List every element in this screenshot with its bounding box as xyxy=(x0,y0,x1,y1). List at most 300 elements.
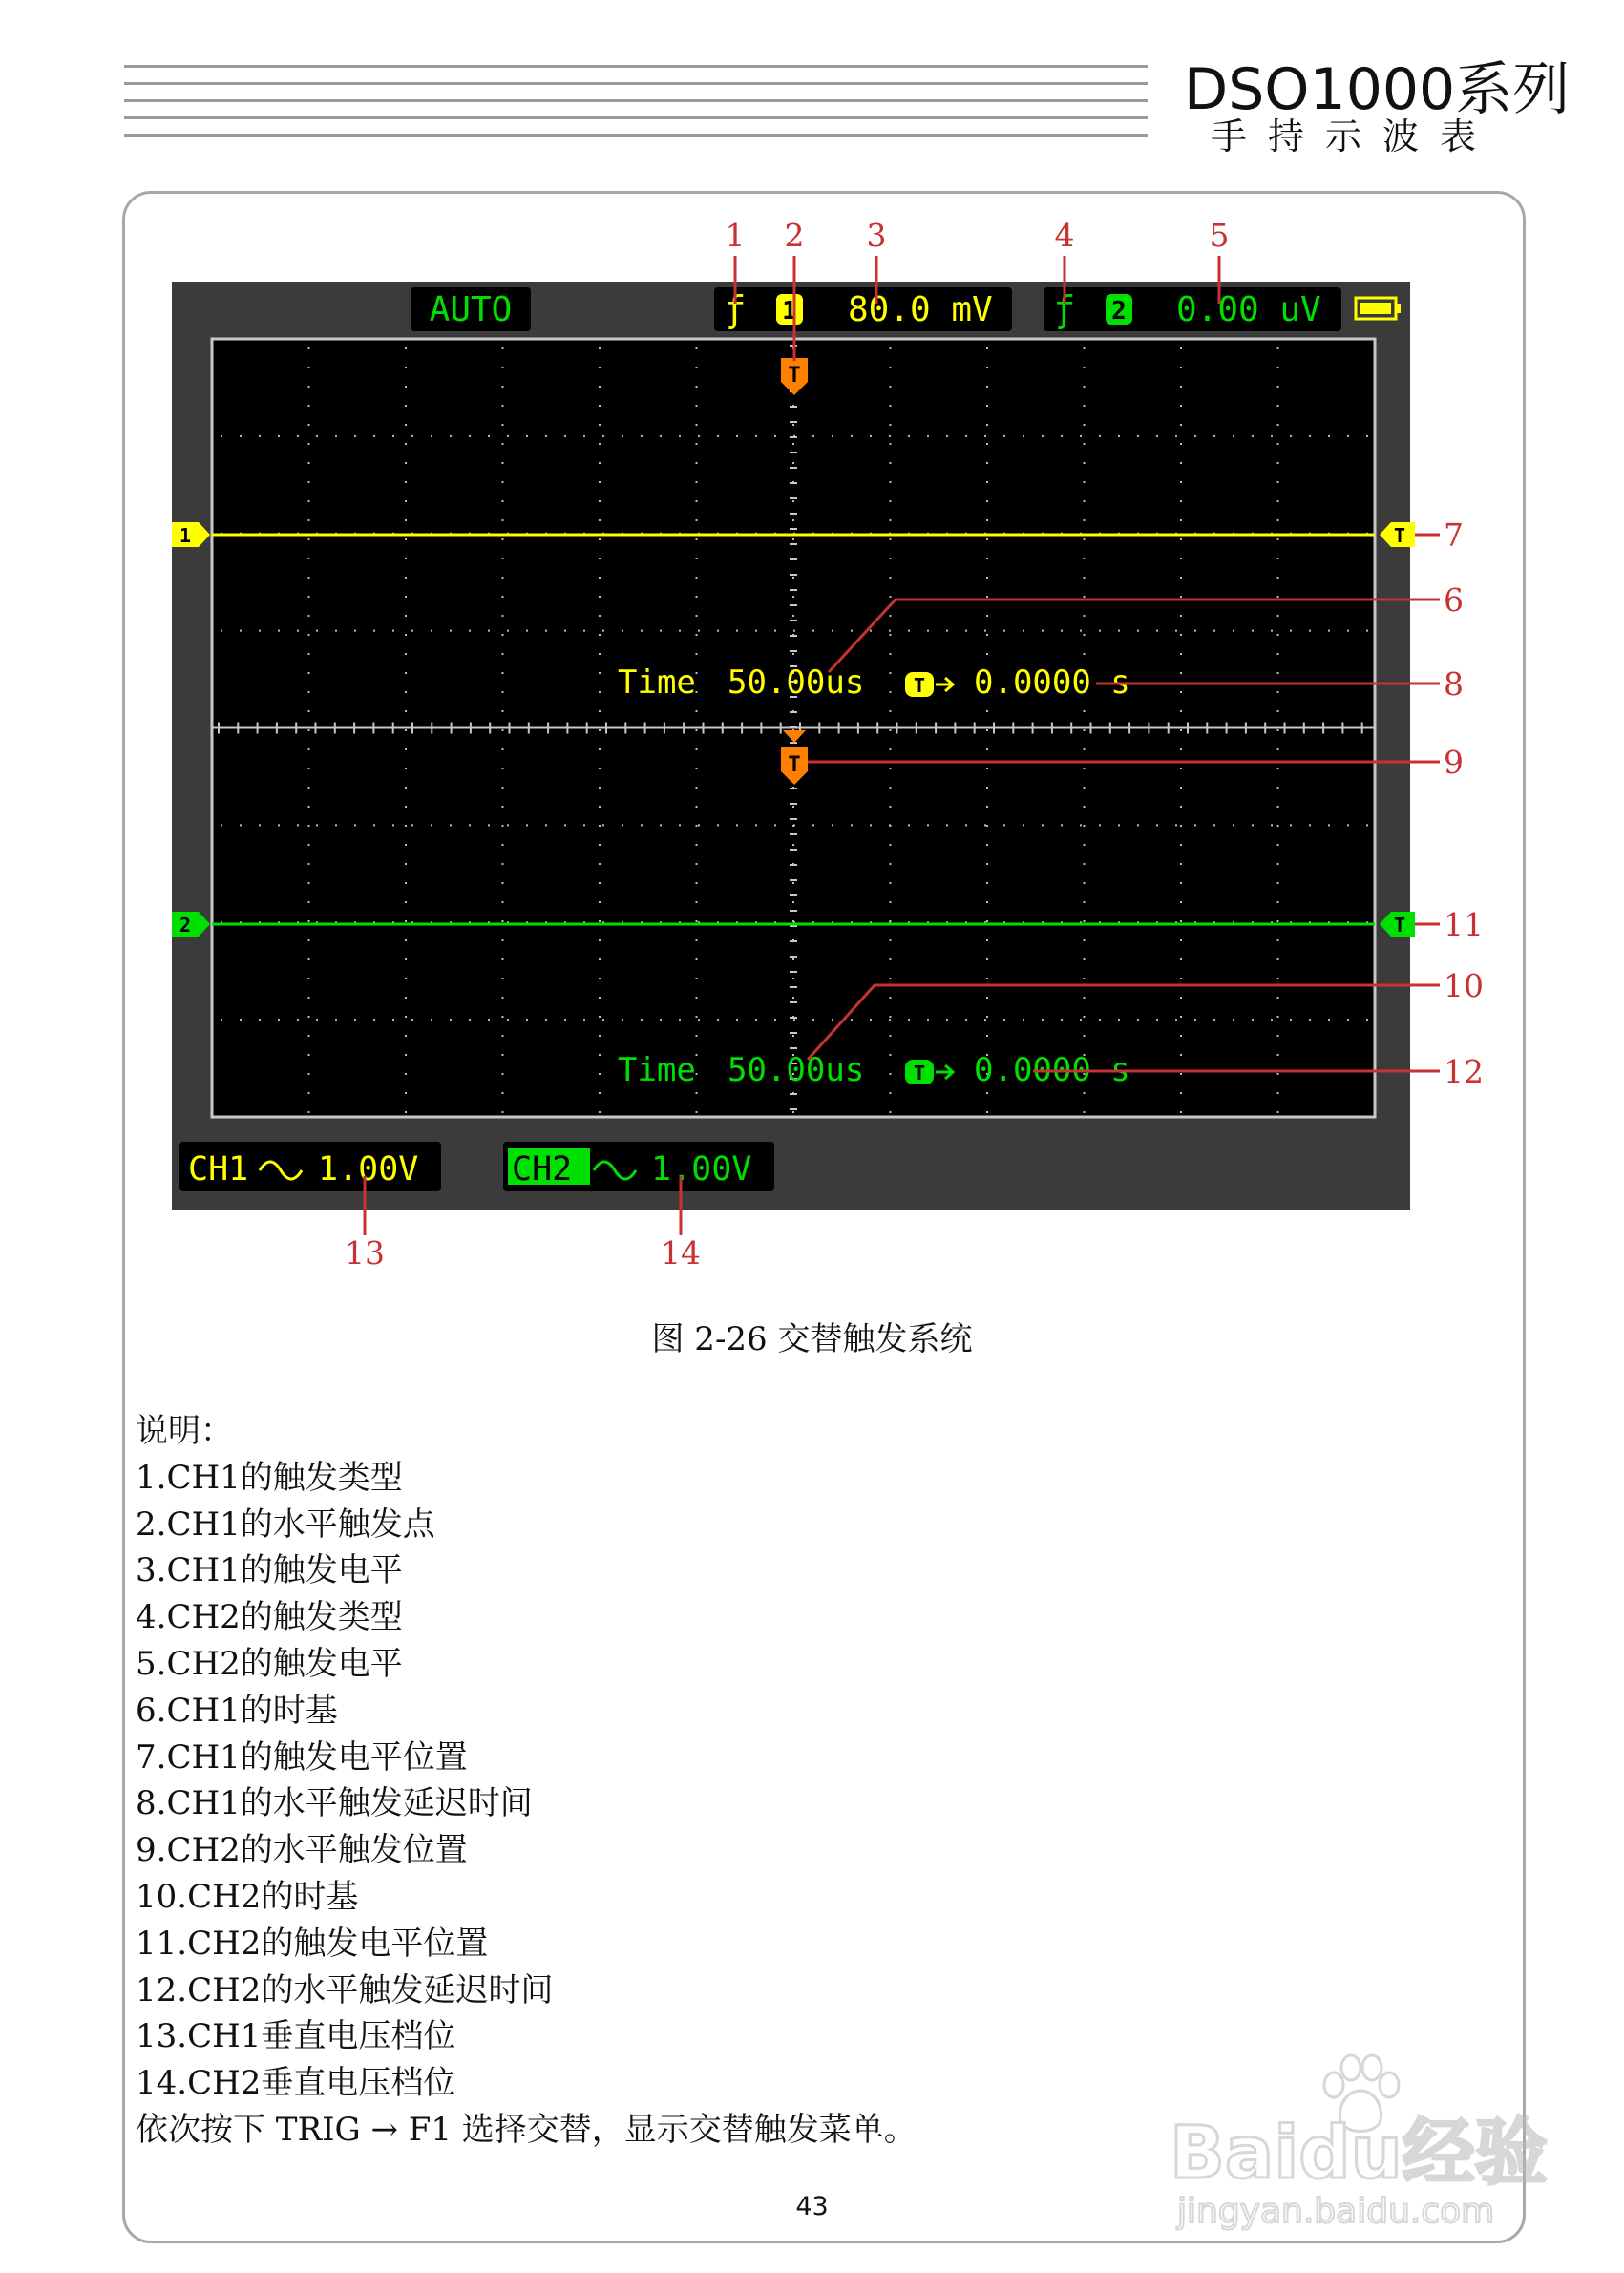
grid-dot xyxy=(599,691,601,693)
grid-dot xyxy=(1180,500,1182,502)
grid-dot xyxy=(890,768,892,769)
grid-dot xyxy=(316,630,318,632)
grid-dot xyxy=(602,1019,604,1021)
center-axis-tick xyxy=(790,558,797,560)
grid-dot xyxy=(599,367,601,368)
grid-dot xyxy=(1309,630,1311,632)
grid-dot xyxy=(1084,424,1086,426)
grid-dot xyxy=(278,435,280,437)
grid-dot xyxy=(405,825,407,827)
baidu-watermark xyxy=(1160,2052,1561,2243)
grid-dot xyxy=(1309,1019,1311,1021)
grid-dot xyxy=(259,630,261,632)
grid-dot xyxy=(599,748,601,750)
watermark-main: Baidu经验 xyxy=(1170,2110,1548,2195)
grid-dot xyxy=(240,824,242,826)
grid-dot xyxy=(1180,1092,1182,1094)
center-axis-tick xyxy=(790,1108,797,1110)
grid-dot xyxy=(1180,748,1182,750)
grid-dot xyxy=(240,435,242,437)
grid-dot xyxy=(1213,435,1215,437)
grid-dot xyxy=(583,435,585,437)
grid-dot xyxy=(1271,630,1273,632)
center-axis-tick xyxy=(790,940,797,942)
grid-dot xyxy=(986,806,988,808)
grid-dot xyxy=(890,729,892,731)
grid-dot xyxy=(1277,806,1279,808)
grid-dot xyxy=(1252,630,1254,632)
grid-dot xyxy=(696,481,698,483)
grid-dot xyxy=(1137,435,1139,437)
grid-dot xyxy=(392,630,394,632)
grid-dot xyxy=(890,577,892,579)
callout-number-4: 4 xyxy=(1054,217,1075,254)
grid-dot xyxy=(1277,500,1279,502)
grid-dot xyxy=(308,481,310,483)
grid-dot xyxy=(792,615,794,617)
grid-dot xyxy=(1042,435,1044,437)
grid-dot xyxy=(717,435,719,437)
grid-dot xyxy=(411,1019,413,1021)
ch1-volts: 1.00V xyxy=(318,1150,419,1189)
grid-dot xyxy=(622,1019,623,1021)
grid-dot xyxy=(240,630,242,632)
grid-dot xyxy=(1084,920,1086,922)
grid-dot xyxy=(1233,435,1234,437)
grid-dot xyxy=(308,405,310,407)
grid-dot xyxy=(405,443,407,445)
grid-dot xyxy=(679,630,681,632)
grid-dot xyxy=(297,630,299,632)
grid-dot xyxy=(297,824,299,826)
grid-dot xyxy=(1277,787,1279,789)
grid-dot xyxy=(1156,1019,1158,1021)
divider-tick xyxy=(528,723,530,734)
grid-dot xyxy=(890,787,892,789)
grid-dot xyxy=(1213,630,1215,632)
grid-dot xyxy=(373,435,375,437)
grid-dot xyxy=(946,630,948,632)
grid-dot xyxy=(308,1111,310,1113)
callout-number-9: 9 xyxy=(1444,744,1464,781)
grid-dot xyxy=(502,729,504,731)
ch1-delay: 0.0000 s xyxy=(974,663,1130,702)
grid-dot xyxy=(1084,748,1086,750)
grid-dot xyxy=(405,1016,407,1018)
grid-dot xyxy=(736,630,738,632)
grid-dot xyxy=(502,920,504,922)
grid-dot xyxy=(792,958,794,960)
grid-dot xyxy=(308,347,310,349)
grid-dot xyxy=(1023,1019,1024,1021)
grid-dot xyxy=(1084,997,1086,999)
center-axis-tick xyxy=(790,543,797,545)
grid-dot xyxy=(354,630,356,632)
grid-dot xyxy=(696,558,698,559)
grid-dot xyxy=(583,824,585,826)
svg-text:2: 2 xyxy=(179,914,192,937)
grid-dot xyxy=(984,630,986,632)
grid-dot xyxy=(890,882,892,884)
grid-dot xyxy=(450,630,452,632)
grid-dot xyxy=(1180,978,1182,979)
grid-dot xyxy=(1084,863,1086,865)
grid-dot xyxy=(1099,630,1101,632)
grid-dot xyxy=(774,630,776,632)
grid-dot xyxy=(986,882,988,884)
center-axis-tick xyxy=(790,1047,797,1049)
grid-dot xyxy=(1180,347,1182,349)
grid-dot xyxy=(221,824,222,826)
grid-dot xyxy=(1277,577,1279,579)
grid-dot xyxy=(1003,630,1005,632)
grid-dot xyxy=(308,901,310,903)
grid-dot xyxy=(308,691,310,693)
grid-dot xyxy=(405,424,407,426)
grid-dot xyxy=(599,538,601,540)
grid-dot xyxy=(308,519,310,521)
grid-dot xyxy=(736,824,738,826)
grid-dot xyxy=(1213,824,1215,826)
grid-dot xyxy=(890,978,892,979)
grid-dot xyxy=(411,630,413,632)
grid-dot xyxy=(965,630,967,632)
grid-dot xyxy=(1084,825,1086,827)
grid-dot xyxy=(890,1073,892,1075)
grid-dot xyxy=(1061,630,1063,632)
grid-dot xyxy=(890,1111,892,1113)
grid-dot xyxy=(308,748,310,750)
grid-dot xyxy=(1347,435,1349,437)
grid-dot xyxy=(599,787,601,789)
grid-dot xyxy=(1277,939,1279,941)
grid-dot xyxy=(308,825,310,827)
grid-dot xyxy=(851,1019,853,1021)
grid-dot xyxy=(1180,920,1182,922)
grid-dot xyxy=(1309,824,1311,826)
callout-number-7: 7 xyxy=(1444,516,1464,554)
center-axis-tick xyxy=(790,497,797,499)
watermark-url: jingyan.baidu.com xyxy=(1177,2192,1495,2231)
grid-dot xyxy=(755,630,757,632)
grid-dot xyxy=(259,824,261,826)
grid-dot xyxy=(502,634,504,636)
grid-dot xyxy=(502,1035,504,1037)
divider-tick xyxy=(257,723,259,734)
grid-dot xyxy=(890,424,892,426)
grid-dot xyxy=(1180,844,1182,846)
grid-dot xyxy=(890,939,892,941)
divider-tick xyxy=(566,723,568,734)
center-axis-tick xyxy=(790,1093,797,1095)
divider-tick xyxy=(974,723,976,734)
center-axis-tick xyxy=(790,528,797,530)
grid-dot xyxy=(392,824,394,826)
grid-dot xyxy=(890,806,892,808)
list-item: 12.CH2的水平触发延迟时间 xyxy=(136,1970,554,2010)
grid-dot xyxy=(405,691,407,693)
grid-dot xyxy=(502,768,504,769)
grid-dot xyxy=(696,519,698,521)
grid-dot xyxy=(240,1019,242,1021)
grid-dot xyxy=(1084,462,1086,464)
grid-dot xyxy=(599,386,601,388)
grid-dot xyxy=(1328,1019,1330,1021)
divider-tick xyxy=(547,723,549,734)
grid-dot xyxy=(1180,405,1182,407)
divider-tick xyxy=(489,723,491,734)
grid-dot xyxy=(599,1092,601,1094)
grid-dot xyxy=(259,1019,261,1021)
grid-dot xyxy=(1180,710,1182,712)
grid-dot xyxy=(502,844,504,846)
grid-dot xyxy=(812,824,814,826)
grid-dot xyxy=(373,824,375,826)
grid-dot xyxy=(308,462,310,464)
grid-dot xyxy=(599,710,601,712)
grid-dot xyxy=(1180,1035,1182,1037)
callout-number-6: 6 xyxy=(1444,581,1464,619)
grid-dot xyxy=(1252,435,1254,437)
grid-dot xyxy=(1061,435,1063,437)
divider-tick xyxy=(1322,723,1324,734)
grid-dot xyxy=(696,729,698,731)
ch2-trigger-badge: 2 xyxy=(1111,297,1127,326)
grid-dot xyxy=(405,882,407,884)
grid-dot xyxy=(308,939,310,941)
grid-dot xyxy=(696,577,698,579)
grid-dot xyxy=(308,634,310,636)
grid-dot xyxy=(1277,519,1279,521)
grid-dot xyxy=(308,863,310,865)
grid-dot xyxy=(405,1054,407,1056)
grid-dot xyxy=(469,630,471,632)
grid-dot xyxy=(870,435,872,437)
grid-dot xyxy=(1180,1016,1182,1018)
grid-dot xyxy=(502,1111,504,1113)
list-item: 4.CH2的触发类型 xyxy=(136,1598,403,1637)
divider-tick xyxy=(896,723,898,734)
grid-dot xyxy=(986,978,988,979)
divider-tick xyxy=(509,723,511,734)
grid-dot xyxy=(792,1111,794,1113)
grid-dot xyxy=(405,1073,407,1075)
grid-dot xyxy=(1277,615,1279,617)
grid-dot xyxy=(502,405,504,407)
grid-dot xyxy=(502,691,504,693)
grid-dot xyxy=(1277,901,1279,903)
grid-dot xyxy=(526,824,528,826)
grid-dot xyxy=(986,939,988,941)
grid-dot xyxy=(986,481,988,483)
divider-tick xyxy=(1090,723,1092,734)
grid-dot xyxy=(696,844,698,846)
grid-dot xyxy=(1180,1073,1182,1075)
grid-dot xyxy=(1180,729,1182,731)
list-item: 5.CH2的触发电平 xyxy=(136,1644,403,1683)
grid-dot xyxy=(1084,519,1086,521)
grid-dot xyxy=(1175,435,1177,437)
grid-dot xyxy=(698,824,700,826)
grid-dot xyxy=(1277,1054,1279,1056)
grid-dot xyxy=(927,435,929,437)
grid-dot xyxy=(278,1019,280,1021)
grid-dot xyxy=(602,824,604,826)
grid-dot xyxy=(308,558,310,559)
grid-dot xyxy=(698,435,700,437)
callout-number-2: 2 xyxy=(784,217,805,254)
grid-dot xyxy=(599,1111,601,1113)
center-axis-tick xyxy=(790,879,797,881)
grid-dot xyxy=(1084,347,1086,349)
grid-dot xyxy=(1366,630,1368,632)
grid-dot xyxy=(890,844,892,846)
list-item: 2.CH1的水平触发点 xyxy=(136,1505,435,1544)
grid-dot xyxy=(599,997,601,999)
svg-text:T: T xyxy=(788,753,801,777)
grid-dot xyxy=(812,1019,814,1021)
grid-dot xyxy=(405,710,407,712)
grid-dot xyxy=(488,1019,490,1021)
grid-dot xyxy=(965,435,967,437)
grid-dot xyxy=(502,1054,504,1056)
svg-text:T: T xyxy=(913,674,926,697)
grid-dot xyxy=(405,1035,407,1037)
ch2-time-label: Time xyxy=(618,1051,696,1089)
center-axis-tick xyxy=(790,803,797,805)
grid-dot xyxy=(1277,844,1279,846)
grid-dot xyxy=(1328,630,1330,632)
grid-dot xyxy=(1180,443,1182,445)
grid-dot xyxy=(599,596,601,598)
grid-dot xyxy=(1290,630,1292,632)
grid-dot xyxy=(1084,768,1086,769)
grid-dot xyxy=(1180,386,1182,388)
grid-dot xyxy=(1099,1019,1101,1021)
grid-dot xyxy=(851,824,853,826)
grid-dot xyxy=(599,825,601,827)
grid-dot xyxy=(1080,435,1082,437)
grid-dot xyxy=(986,558,988,559)
ch2-label: CH2 xyxy=(512,1150,573,1189)
grid-dot xyxy=(335,1019,337,1021)
grid-dot xyxy=(890,710,892,712)
center-axis-tick xyxy=(790,711,797,713)
grid-dot xyxy=(1084,901,1086,903)
grid-dot xyxy=(1156,824,1158,826)
grid-dot xyxy=(405,386,407,388)
center-axis-tick xyxy=(790,894,797,896)
grid-dot xyxy=(1118,824,1120,826)
grid-dot xyxy=(278,824,280,826)
grid-dot xyxy=(696,882,698,884)
center-axis-tick xyxy=(790,971,797,973)
grid-dot xyxy=(1084,787,1086,789)
divider-tick xyxy=(1070,723,1072,734)
divider-tick xyxy=(315,723,317,734)
divider-tick xyxy=(451,723,453,734)
grid-dot xyxy=(696,863,698,865)
grid-dot xyxy=(405,768,407,769)
divider-tick xyxy=(1361,723,1363,734)
center-axis-tick xyxy=(790,788,797,789)
grid-dot xyxy=(431,824,432,826)
grid-dot xyxy=(599,405,601,407)
grid-dot xyxy=(1084,710,1086,712)
grid-dot xyxy=(599,1035,601,1037)
grid-dot xyxy=(1061,824,1063,826)
grid-dot xyxy=(679,435,681,437)
grid-dot xyxy=(502,863,504,865)
grid-dot xyxy=(469,1019,471,1021)
grid-dot xyxy=(1156,435,1158,437)
grid-dot xyxy=(986,367,988,368)
grid-dot xyxy=(308,386,310,388)
grid-dot xyxy=(660,824,662,826)
ch1-rising-edge-icon: ƒ xyxy=(724,288,747,330)
grid-dot xyxy=(599,768,601,769)
divider-tick xyxy=(1206,723,1208,734)
grid-dot xyxy=(308,1035,310,1037)
grid-dot xyxy=(1084,1016,1086,1018)
divider-tick xyxy=(237,723,239,734)
grid-dot xyxy=(793,1019,795,1021)
divider-tick xyxy=(276,723,278,734)
grid-dot xyxy=(1042,1019,1044,1021)
grid-dot xyxy=(965,824,967,826)
description xyxy=(136,1408,1453,2154)
grid-dot xyxy=(832,1019,833,1021)
divider-tick xyxy=(1264,723,1266,734)
grid-dot xyxy=(696,1111,698,1113)
grid-dot xyxy=(405,844,407,846)
grid-dot xyxy=(890,997,892,999)
divider-tick xyxy=(683,723,685,734)
grid-dot xyxy=(583,1019,585,1021)
grid-dot xyxy=(431,630,432,632)
grid-dot xyxy=(308,997,310,999)
grid-dot xyxy=(1277,825,1279,827)
grid-dot xyxy=(502,653,504,655)
grid-dot xyxy=(599,347,601,349)
grid-dot xyxy=(502,672,504,674)
grid-dot xyxy=(696,1035,698,1037)
grid-dot xyxy=(308,367,310,368)
grid-dot xyxy=(986,1092,988,1094)
grid-dot xyxy=(599,634,601,636)
grid-dot xyxy=(599,901,601,903)
grid-dot xyxy=(986,519,988,521)
divider-tick xyxy=(586,723,588,734)
grid-dot xyxy=(308,768,310,769)
grid-dot xyxy=(986,347,988,349)
grid-dot xyxy=(986,405,988,407)
divider-tick xyxy=(780,723,782,734)
grid-dot xyxy=(335,630,337,632)
divider-tick xyxy=(703,723,705,734)
grid-dot xyxy=(488,824,490,826)
grid-dot xyxy=(1137,630,1139,632)
grid-dot xyxy=(1137,1019,1139,1021)
grid-dot xyxy=(1180,901,1182,903)
grid-dot xyxy=(1084,653,1086,655)
grid-dot xyxy=(1277,1073,1279,1075)
divider-tick xyxy=(760,723,762,734)
grid-dot xyxy=(599,577,601,579)
grid-dot xyxy=(890,634,892,636)
grid-dot xyxy=(405,558,407,559)
grid-dot xyxy=(1099,435,1101,437)
